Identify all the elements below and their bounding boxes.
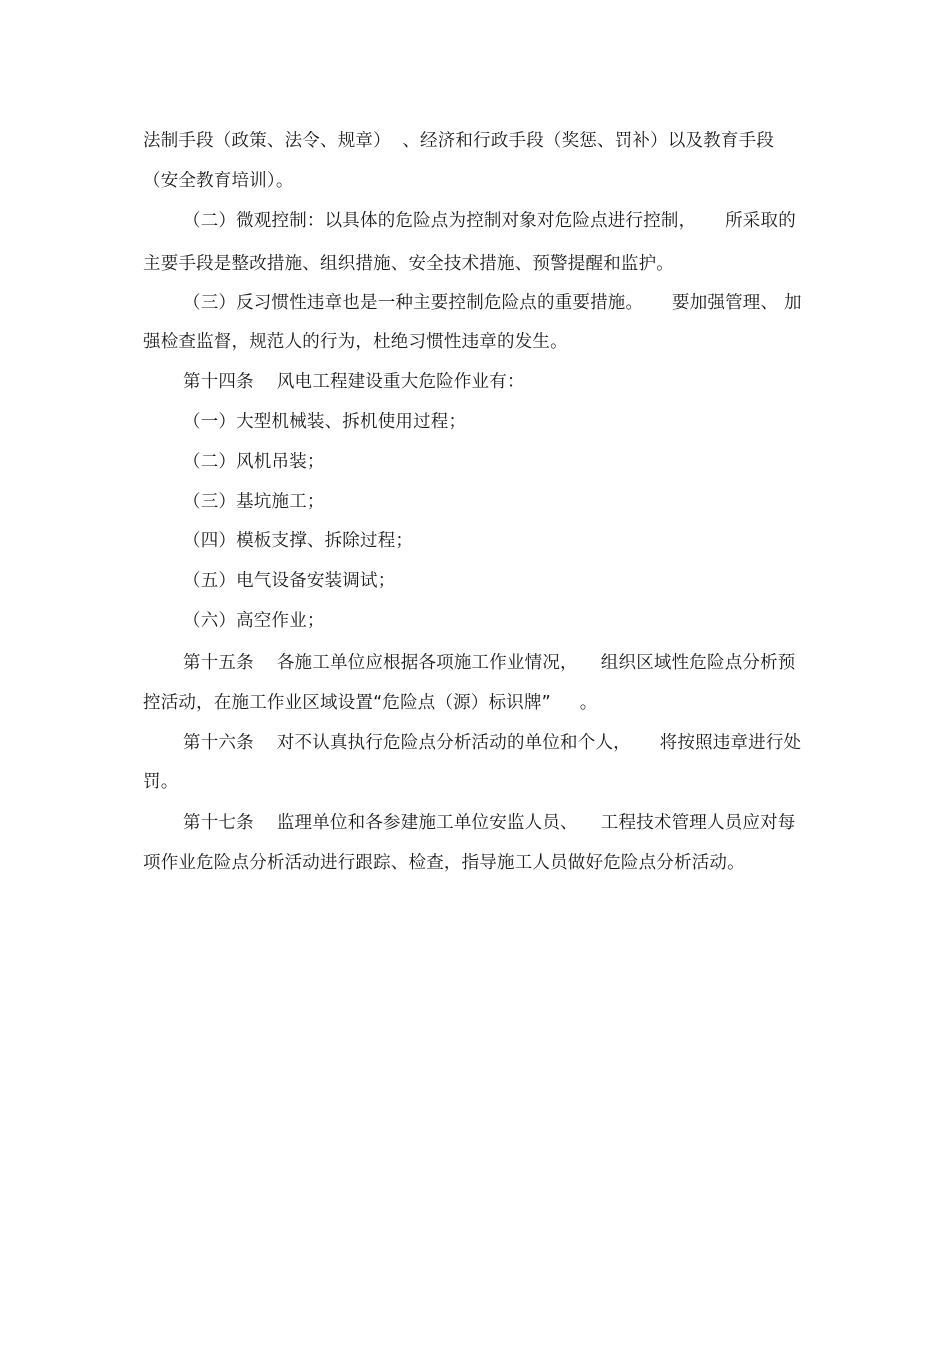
article-heading-14: 第十四条 风电工程建设重大危险作业有： [183,372,525,392]
paragraph-line: （二）微观控制：以具体的危险点为控制对象对危险点进行控制， 所采取的 [183,211,796,231]
article-15-line: 控活动，在施工作业区域设置“危险点（源）标识牌” 。 [143,693,598,713]
list-item: （二）风机吊装； [183,452,325,472]
list-item: （六）高空作业； [183,611,325,631]
paragraph-line: 强检查监督，规范人的行为，杜绝习惯性违章的发生。 [143,332,568,352]
list-item: （五）电气设备安装调试； [183,571,396,591]
list-item: （四）模板支撑、拆除过程； [183,531,414,551]
paragraph-line: （安全教育培训）。 [143,171,294,191]
article-17-line: 第十七条 监理单位和各参建施工单位安监人员、 工程技术管理人员应对每 [183,813,796,833]
article-16-line: 第十六条 对不认真执行危险点分析活动的单位和个人， 将按照违章进行处 [183,733,802,753]
paragraph-line: 主要手段是整改措施、组织措施、安全技术措施、预警提醒和监护。 [143,254,674,274]
list-item: （三）基坑施工； [183,492,325,512]
article-16-line: 罚。 [143,772,179,792]
paragraph-line: 法制手段（政策、法令、规章） 、经济和行政手段（奖惩、罚补）以及教育手段 [143,131,775,151]
article-15-line: 第十五条 各施工单位应根据各项施工作业情况， 组织区域性危险点分析预 [183,653,796,673]
paragraph-line: （三）反习惯性违章也是一种主要控制危险点的重要措施。 要加强管理、 加 [183,293,802,313]
list-item: （一）大型机械装、拆机使用过程； [183,412,467,432]
article-17-line: 项作业危险点分析活动进行跟踪、检查，指导施工人员做好危险点分析活动。 [143,853,745,873]
